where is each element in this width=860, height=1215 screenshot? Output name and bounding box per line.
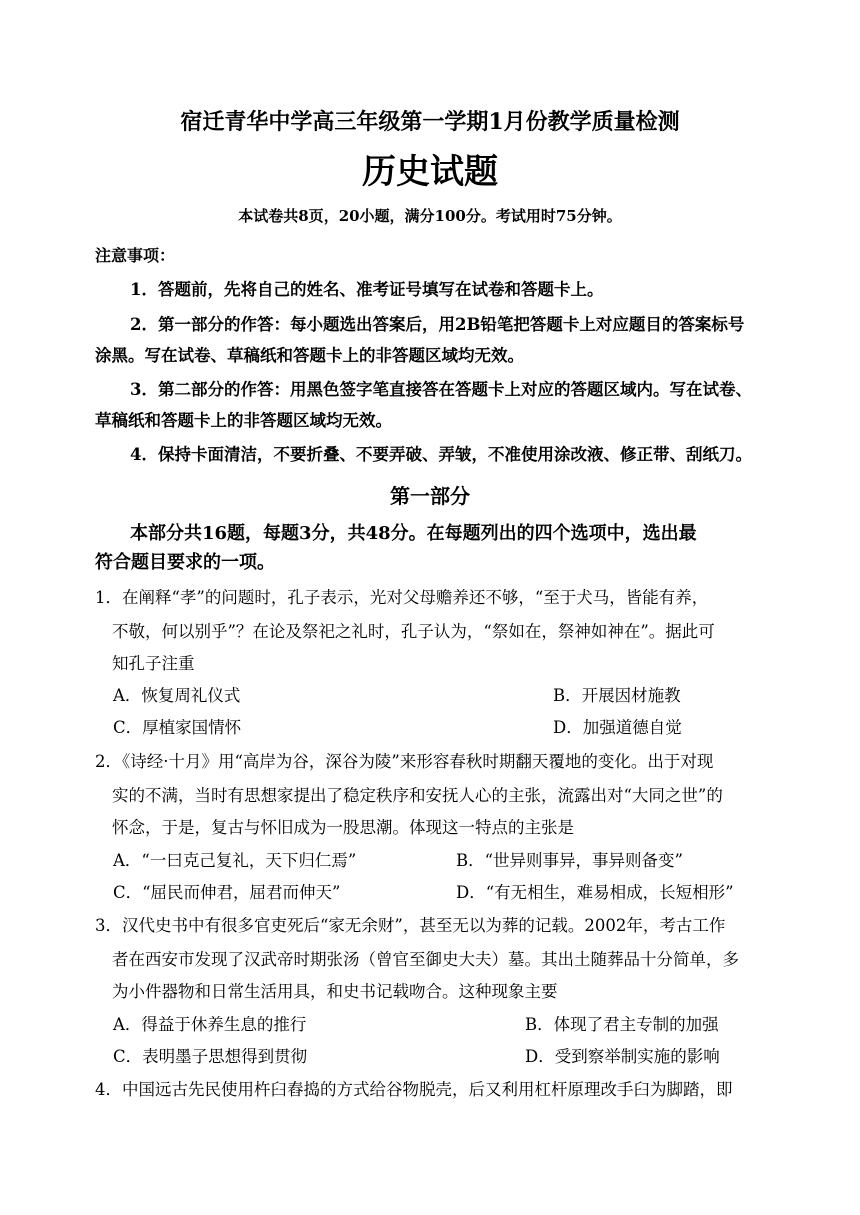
question-3-option-b: B．体现了君主专制的加强 [525, 1015, 719, 1034]
question-2-stem: 怀念，于是，复古与怀旧成为一股思潮。体现这一特点的主张是 [112, 818, 574, 837]
question-3-stem: 3．汉代史书中有很多官吏死后“家无余财”，甚至无以为葬的记载。2002年，考古工作 [95, 916, 726, 935]
question-1-stem: 知孔子注重 [112, 654, 195, 673]
notice-item: 3．第二部分的作答：用黑色签字笔直接答在答题卡上对应的答题区域内。写在试卷、 [130, 380, 752, 399]
question-3-option-c: C．表明墨子思想得到贯彻 [113, 1047, 308, 1066]
subject-title: 历史试题 [362, 152, 498, 192]
school-title: 宿迁青华中学高三年级第一学期1月份教学质量检测 [180, 109, 680, 135]
question-2-option-c: C．“屈民而伸君，屈君而伸天” [113, 883, 341, 902]
question-1-option-a: A．恢复周礼仪式 [113, 686, 241, 705]
part-one-intro: 符合题目要求的一项。 [95, 552, 275, 573]
notice-heading: 注意事项： [95, 246, 176, 265]
question-4-stem: 4．中国远古先民使用杵臼舂捣的方式给谷物脱壳，后又利用杠杆原理改手臼为脚踏，即 [95, 1080, 733, 1099]
question-3-stem: 者在西安市发现了汉武帝时期张汤（曾官至御史大夫）墓。其出土随葬品十分简单，多 [112, 950, 739, 969]
notice-item: 4．保持卡面清洁，不要折叠、不要弄破、弄皱，不准使用涂改液、修正带、刮纸刀。 [130, 445, 752, 464]
question-2-option-a: A．“一曰克己复礼，天下归仁焉” [113, 851, 357, 870]
question-1-option-b: B．开展因材施教 [553, 686, 681, 705]
exam-info: 本试卷共8页，20小题，满分100分。考试用时75分钟。 [238, 207, 622, 225]
question-2-option-d: D．“有无相生，难易相成，长短相形” [456, 883, 734, 902]
notice-item: 2．第一部分的作答：每小题选出答案后，用2B铅笔把答题卡上对应题目的答案标号 [130, 315, 745, 334]
notice-item: 涂黑。写在试卷、草稿纸和答题卡上的非答题区域均无效。 [95, 346, 524, 365]
question-2-stem: 实的不满，当时有思想家提出了稳定秩序和安抚人心的主张，流露出对“大同之世”的 [112, 786, 723, 805]
part-one-heading: 第一部分 [390, 484, 470, 508]
notice-item: 1．答题前，先将自己的姓名、准考证号填写在试卷和答题卡上。 [130, 280, 604, 299]
question-3-stem: 为小件器物和日常生活用具，和史书记载吻合。这种现象主要 [112, 982, 558, 1001]
question-3-option-a: A．得益于休养生息的推行 [113, 1015, 307, 1034]
part-one-intro: 本部分共16题，每题3分，共48分。在每题列出的四个选项中，选出最 [130, 523, 697, 544]
question-1-option-d: D．加强道德自觉 [553, 718, 682, 737]
question-2-option-b: B．“世异则事异，事异则备变” [456, 851, 683, 870]
notice-item: 草稿纸和答题卡上的非答题区域均无效。 [95, 411, 392, 430]
question-1-option-c: C．厚植家国情怀 [113, 718, 242, 737]
question-3-option-d: D．受到察举制实施的影响 [525, 1047, 720, 1066]
question-1-stem: 1．在阐释“孝”的问题时，孔子表示，光对父母赡养还不够，“至于犬马，皆能有养， [95, 588, 709, 607]
question-1-stem: 不敬，何以别乎”？在论及祭祀之礼时，孔子认为，“祭如在，祭神如神在”。据此可 [112, 622, 715, 641]
question-2-stem: 2．《诗经·十月》用“高岸为谷，深谷为陵”来形容春秋时期翻天覆地的变化。出于对现 [95, 752, 714, 771]
